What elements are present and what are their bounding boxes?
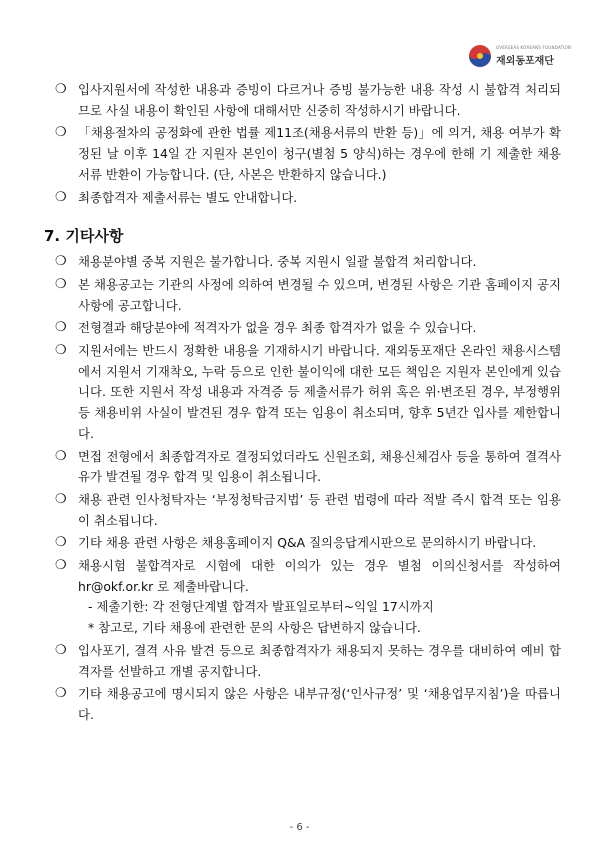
list-item [55,556,561,597]
foundation-logo [466,42,576,70]
list-item-text: 기타 채용 관련 사항은 채용홈페이지 Q&A 질의응답게시판으로 문의하시기 바랍니다. [78,535,537,551]
list-item-text: 채용 관련 인사청탁자는 ‘부정청탁금지법’ 등 관련 법령에 따라 적발 즉시 합격 또는 임용이 취소됩니다. [78,491,561,528]
circle-bullet-icon: ❍ [55,189,67,205]
list-item-text: 본 채용공고는 기관의 사정에 의하여 변경될 수 있으며, 변경된 사항은 기관 홈페이지 공지사항에 공고합니다. [78,276,561,313]
list-item [55,80,561,121]
list-item [55,318,561,339]
list-item-text: 면접 전형에서 최종합격자로 결정되었더라도 신원조회, 채용신체검사 등을 통하여 결격사유가 발견될 경우 합격 및 임용이 취소됩니다. [78,448,561,485]
section-heading: 7. 기타사항 [44,227,124,246]
document-body [0,80,599,726]
circle-bullet-icon: ❍ [55,320,67,336]
circle-bullet-icon: ❍ [55,82,67,97]
list-item-text: 전형결과 해당분야에 적격자가 없을 경우 최종 합격자가 없을 수 있습니다. [78,320,477,336]
circle-bullet-icon: ❍ [55,125,67,141]
circle-bullet-icon: ❍ [55,448,67,464]
list-item [55,123,561,185]
list-item [55,275,561,316]
circle-bullet-icon: ❍ [55,535,67,551]
circle-bullet-icon: ❍ [55,276,67,292]
list-item-text: 입사지원서에 작성한 내용과 증빙이 다르거나 증빙 불가능한 내용 작성 시 불합격 처리되므로 사실 내용이 확인된 사항에 대해서만 신중히 작성하시기 바랍니다. [78,82,561,118]
circle-bullet-icon: ❍ [55,686,67,702]
list-item [55,252,561,273]
list-item-text: 최종합격자 제출서류는 별도 안내합니다. [78,189,298,205]
list-item-text: 「채용절차의 공정화에 관한 법률 제11조(채용서류의 반환 등)」에 의거, 채용 여부가 확정된 날 이후 14일 간 지원자 본인이 청구(별첨 5 양식)하는 경우에 한해 기 제출한 채용 서류 반환이 가능합니다. (단, 사본은 반환하지 않습니다.) [78,125,561,182]
list-item [55,341,561,445]
list-item [55,447,561,488]
list-item-text: 입사포기, 결격 사유 발견 등으로 최종합격자가 채용되지 못하는 경우를 대비하여 예비 합격자를 선발하고 개별 공지합니다. [78,642,561,679]
deadline-note: - 제출기한: 각 전형단계별 합격자 발표일로부터~익일 17시까지 [88,599,434,615]
list-item [55,490,561,531]
list-item [55,533,561,554]
foundation-emblem-icon [466,42,494,70]
list-item-text: 지원서에는 반드시 정확한 내용을 기재하시기 바랍니다. 재외동포재단 온라인 채용시스템에서 지원서 기재착오, 누락 등으로 인한 불이익에 대한 모든 책임은 지원자 본인에게 있습니다. 또한 지원서 작성 내용과 자격증 등 제출서류가 허위 혹은 위·변조된 경우, 부정행위 등 채용비위 사실이 발견된 경우 합격 또는 임용이 취소되며, 향후 5년간 입사를 제한합니다. [78,343,561,441]
page-number: - 6 - [289,822,310,833]
inquiry-note: * 참고로, 기타 채용에 관련한 문의 사항은 답변하지 않습니다. [88,620,421,636]
list-item-text: 기타 채용공고에 명시되지 않은 사항은 내부규정(‘인사규정’ 및 ‘채용업무지침’)을 따릅니다. [78,686,561,722]
list-item-text: 채용시험 불합격자로 시험에 대한 이의가 있는 경우 별첨 이의신청서를 작성하여 hr@okf.or.kr 로 제출바랍니다. [78,558,561,594]
circle-bullet-icon: ❍ [55,491,67,507]
list-item [55,684,561,725]
list-item-text: 채용분야별 중복 지원은 불가합니다. 중복 지원시 일괄 불합격 처리합니다. [78,254,477,270]
list-item [55,188,561,209]
circle-bullet-icon: ❍ [55,254,67,270]
circle-bullet-icon: ❍ [55,343,67,359]
logo-korean-name: 재외동포재단 [496,56,554,67]
circle-bullet-icon: ❍ [55,642,67,658]
circle-bullet-icon: ❍ [55,558,67,574]
list-item [55,641,561,682]
logo-english-name: OVERSEAS KOREANS FOUNDATION [496,45,572,50]
